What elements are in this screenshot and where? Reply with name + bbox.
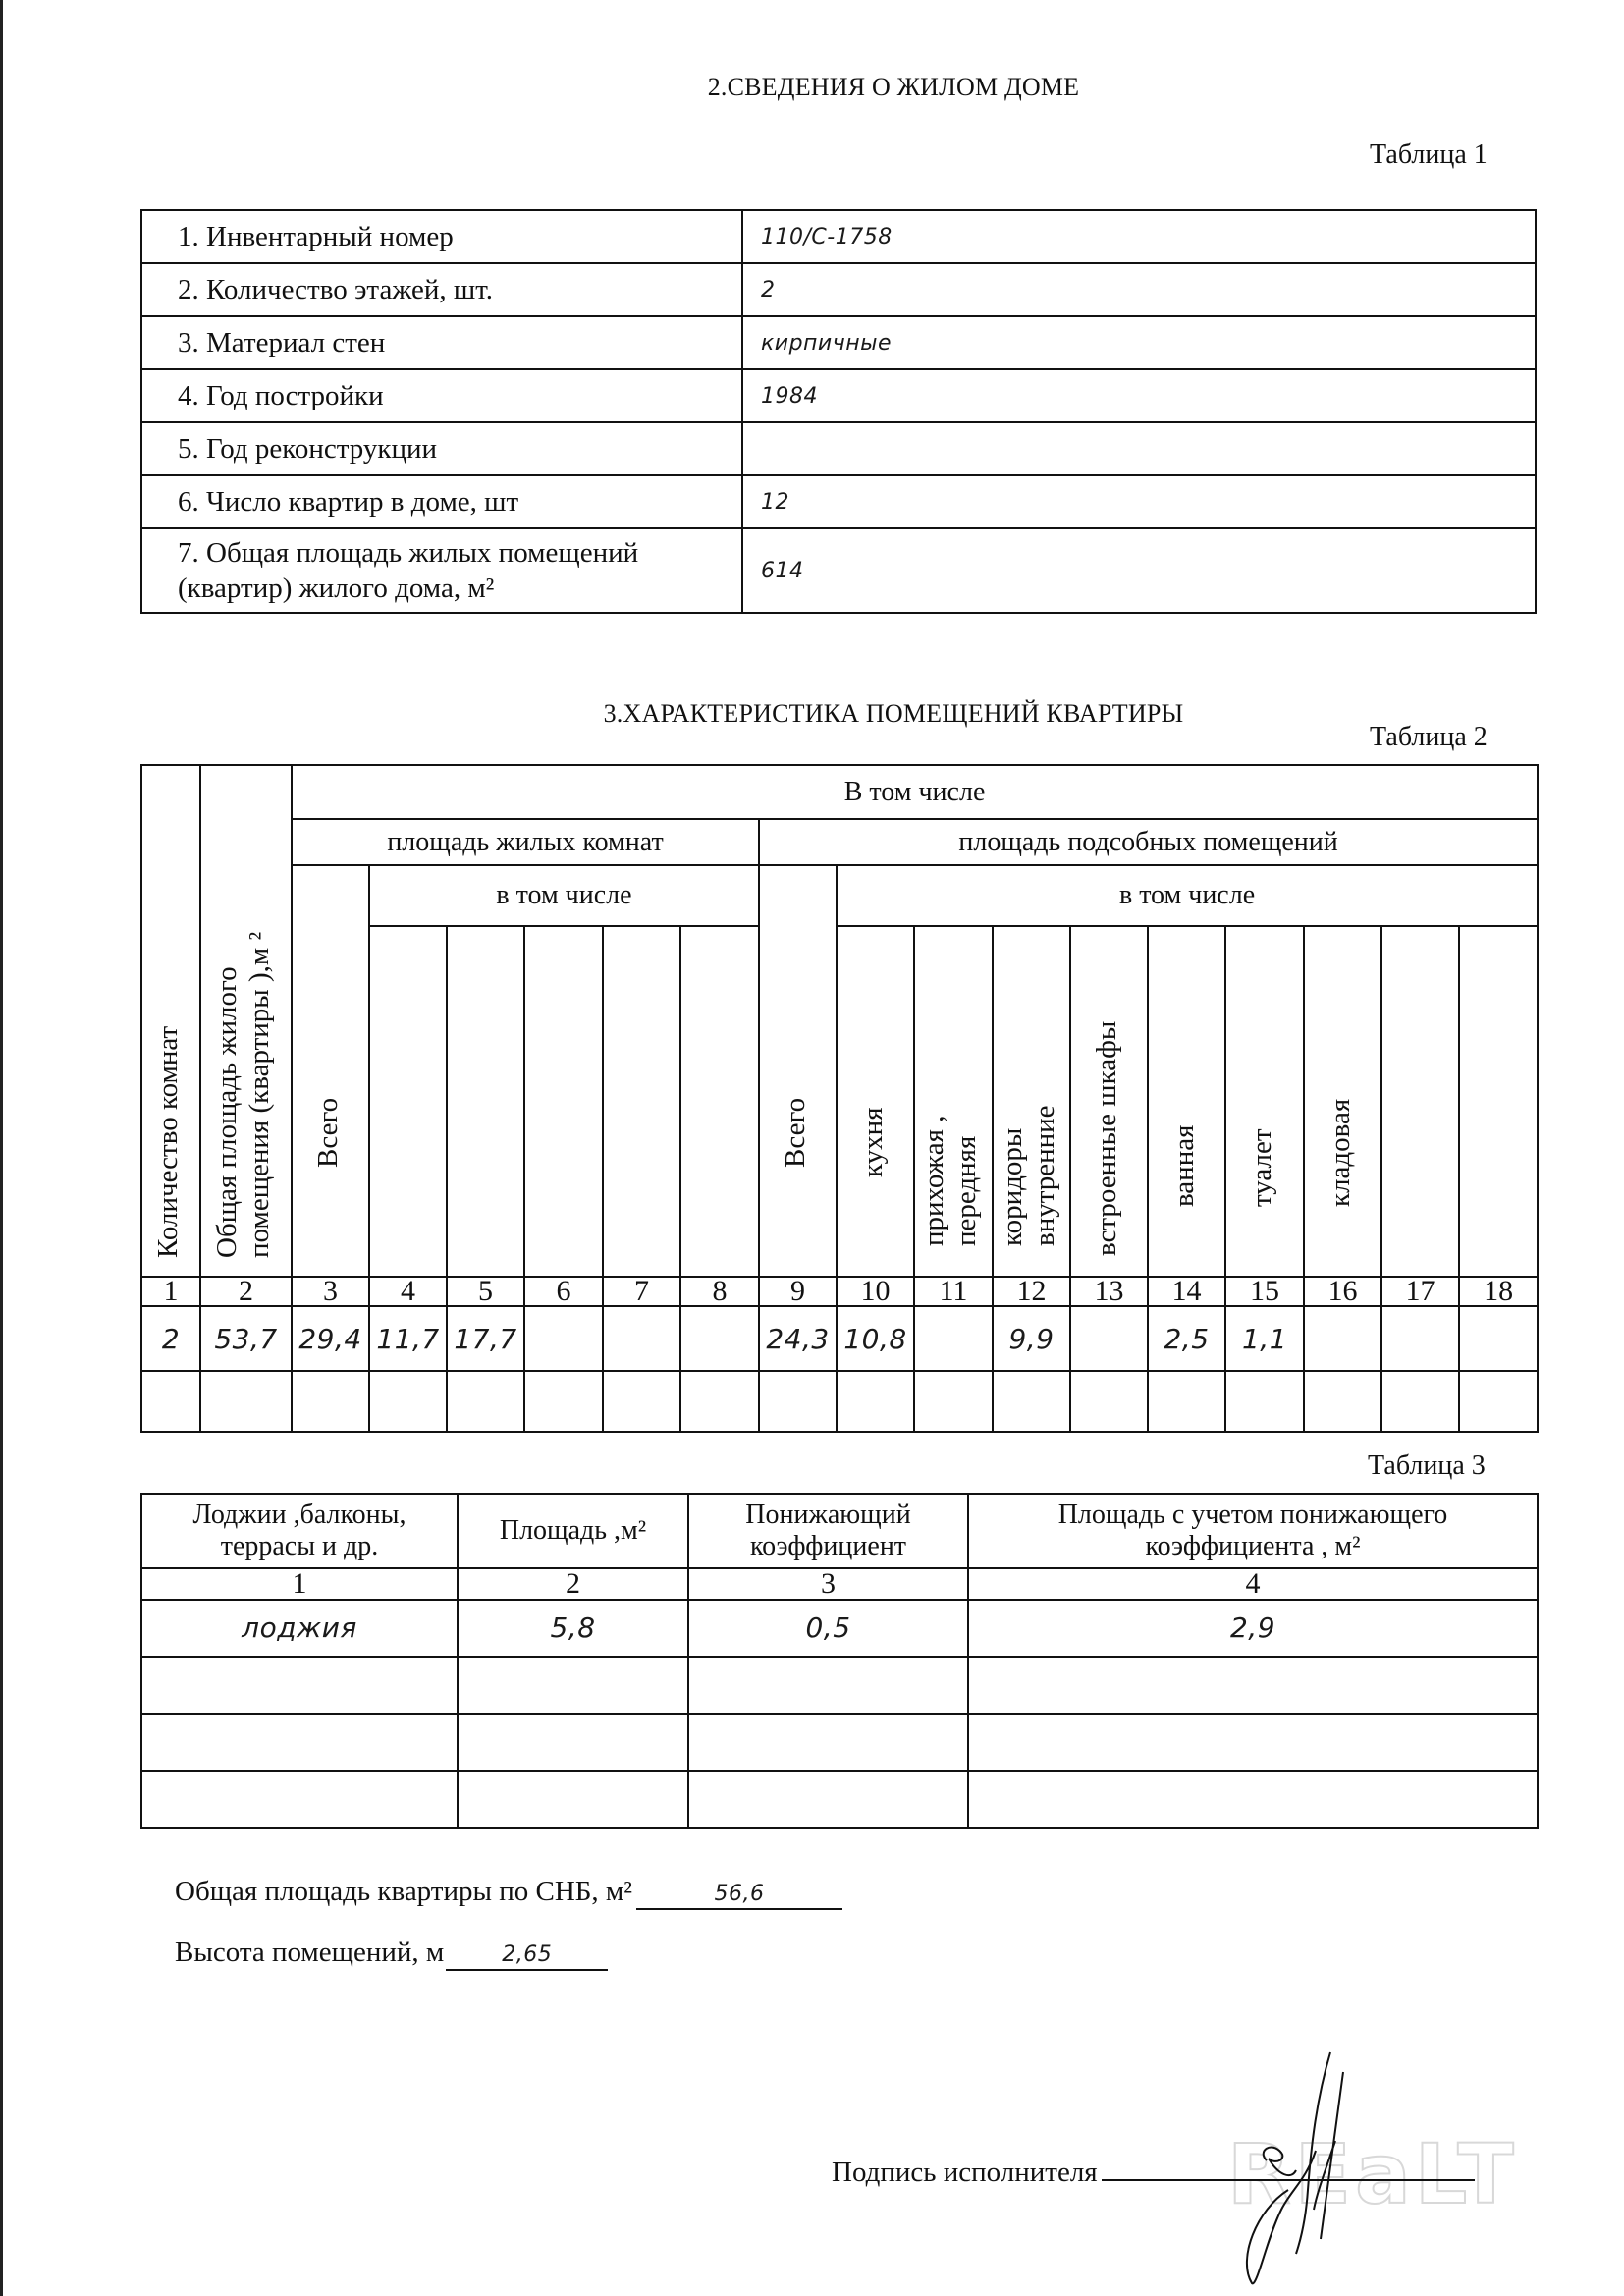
cell-aux-total: 24,3 [759, 1306, 837, 1371]
header-rooms-count: Количество комнат [141, 765, 200, 1277]
header-row [141, 865, 1538, 926]
table-row [141, 1600, 1538, 1657]
cell-area: 5,8 [458, 1600, 688, 1657]
row-label-line2: (квартир) жилого дома, м² [178, 573, 495, 604]
cell-living-1: 11,7 [369, 1306, 447, 1371]
cell-storage [1304, 1306, 1381, 1371]
table-row-empty [141, 1714, 1538, 1771]
header-adjusted-area: Площадь с учетом понижающего коэффициента , м² [968, 1494, 1538, 1568]
header-living-sub-4 [603, 926, 680, 1277]
cell-bathroom: 2,5 [1148, 1306, 1225, 1371]
signature-label: Подпись исполнителя [832, 2157, 1098, 2188]
header-row [141, 1494, 1538, 1568]
header-living-sub-3 [524, 926, 603, 1277]
table3-label: Таблица 3 [1368, 1450, 1486, 1481]
header-coef: Понижающий коэффициент [688, 1494, 968, 1568]
table-row [141, 263, 1536, 316]
table2-label: Таблица 2 [1370, 722, 1488, 752]
row-label: 4. Год постройки [141, 369, 742, 422]
header-living-including: в том числе [369, 865, 759, 926]
row-label: 1. Инвентарный номер [141, 210, 742, 263]
inventory-number-value: 110/С-1758 [761, 224, 893, 249]
loggias-table [140, 1493, 1539, 1829]
header-including: В том числе [292, 765, 1538, 819]
room-height-label: Высота помещений, м [175, 1937, 445, 1968]
header-aux-including: в том числе [837, 865, 1538, 926]
row-label-line1: 7. Общая площадь жилых помещений [178, 537, 639, 569]
column-numbers-row: 1 2 3 4 5 6 7 8 9 10 11 12 13 14 15 16 17 18 [141, 1277, 1538, 1306]
cell-hallway [914, 1306, 993, 1371]
table-row [141, 475, 1536, 528]
table-row-empty [141, 1771, 1538, 1828]
table-row-empty [141, 1657, 1538, 1714]
cell-living-3 [524, 1306, 603, 1371]
section2-title: 2.СВЕДЕНИЯ О ЖИЛОМ ДОМЕ [707, 73, 1080, 101]
header-living-area: площадь жилых комнат [292, 819, 759, 865]
header-aux-total: Всего [759, 865, 837, 1277]
header-row [141, 765, 1538, 819]
header-row [141, 819, 1538, 865]
wall-material-value: кирпичные [761, 330, 893, 355]
header-kitchen: кухня [837, 926, 914, 1277]
table-row-empty [141, 1371, 1538, 1432]
total-area-value: 56,6 [714, 1882, 765, 1906]
header-corridors: коридоры внутренние [993, 926, 1070, 1277]
header-bathroom: ванная [1148, 926, 1225, 1277]
cell-rooms-count: 2 [141, 1306, 200, 1371]
row-label: 3. Материал стен [141, 316, 742, 369]
table-row [141, 316, 1536, 369]
room-height-line [175, 1937, 608, 1971]
cell-adjusted-area: 2,9 [968, 1600, 1538, 1657]
cell-aux-8 [1381, 1306, 1459, 1371]
row-label: 6. Число квартир в доме, шт [141, 475, 742, 528]
signature-scribble [1198, 2043, 1375, 2288]
house-info-table [140, 209, 1537, 614]
header-toilet: туалет [1225, 926, 1304, 1277]
watermark-logo: REaLT [1227, 2126, 1518, 2222]
cell-corridors: 9,9 [993, 1306, 1070, 1371]
cell-living-2: 17,7 [447, 1306, 524, 1371]
header-storage: кладовая [1304, 926, 1381, 1277]
cell-closets [1070, 1306, 1148, 1371]
total-area-line [175, 1876, 842, 1910]
table-row [141, 422, 1536, 475]
table-row [141, 1306, 1538, 1371]
header-closets: встроенные шкафы [1070, 926, 1148, 1277]
cell-coef: 0,5 [688, 1600, 968, 1657]
header-aux-sub-9 [1459, 926, 1538, 1277]
cell-type: лоджия [141, 1600, 458, 1657]
table-row [141, 369, 1536, 422]
table-row [141, 210, 1536, 263]
signature-line [832, 2156, 1475, 2189]
floors-value: 2 [761, 277, 776, 302]
header-living-total: Всего [292, 865, 369, 1277]
row-label [141, 528, 742, 613]
apartment-rooms-table [140, 764, 1539, 1433]
header-living-sub-2 [447, 926, 524, 1277]
apartments-count-value: 12 [761, 489, 789, 515]
header-hallway: прихожая , передняя [914, 926, 993, 1277]
header-total-area: Общая площадь жилого помещения (квартиры ),м ² [200, 765, 292, 1277]
cell-living-4 [603, 1306, 680, 1371]
total-area-label: Общая площадь квартиры по СНБ, м² [175, 1876, 632, 1907]
cell-living-total: 29,4 [292, 1306, 369, 1371]
row-label: 5. Год реконструкции [141, 422, 742, 475]
total-living-area-value: 614 [761, 558, 804, 583]
room-height-value: 2,65 [502, 1942, 553, 1967]
header-type: Лоджии ,балконы, террасы и др. [141, 1494, 458, 1568]
table1-label: Таблица 1 [1370, 139, 1488, 170]
cell-aux-9 [1459, 1306, 1538, 1371]
column-numbers-row: 1 2 3 4 [141, 1568, 1538, 1600]
header-area: Площадь ,м² [458, 1494, 688, 1568]
cell-kitchen: 10,8 [837, 1306, 914, 1371]
scan-edge [0, 0, 3, 2296]
header-aux-area: площадь подсобных помещений [759, 819, 1538, 865]
cell-total-area: 53,7 [200, 1306, 292, 1371]
table-row [141, 528, 1536, 613]
header-living-sub-5 [680, 926, 759, 1277]
section3-title: 3.ХАРАКТЕРИСТИКА ПОМЕЩЕНИЙ КВАРТИРЫ [603, 699, 1184, 728]
header-aux-sub-8 [1381, 926, 1459, 1277]
build-year-value: 1984 [761, 383, 818, 409]
cell-living-5 [680, 1306, 759, 1371]
header-living-sub-1 [369, 926, 447, 1277]
cell-toilet: 1,1 [1225, 1306, 1304, 1371]
row-label: 2. Количество этажей, шт. [141, 263, 742, 316]
